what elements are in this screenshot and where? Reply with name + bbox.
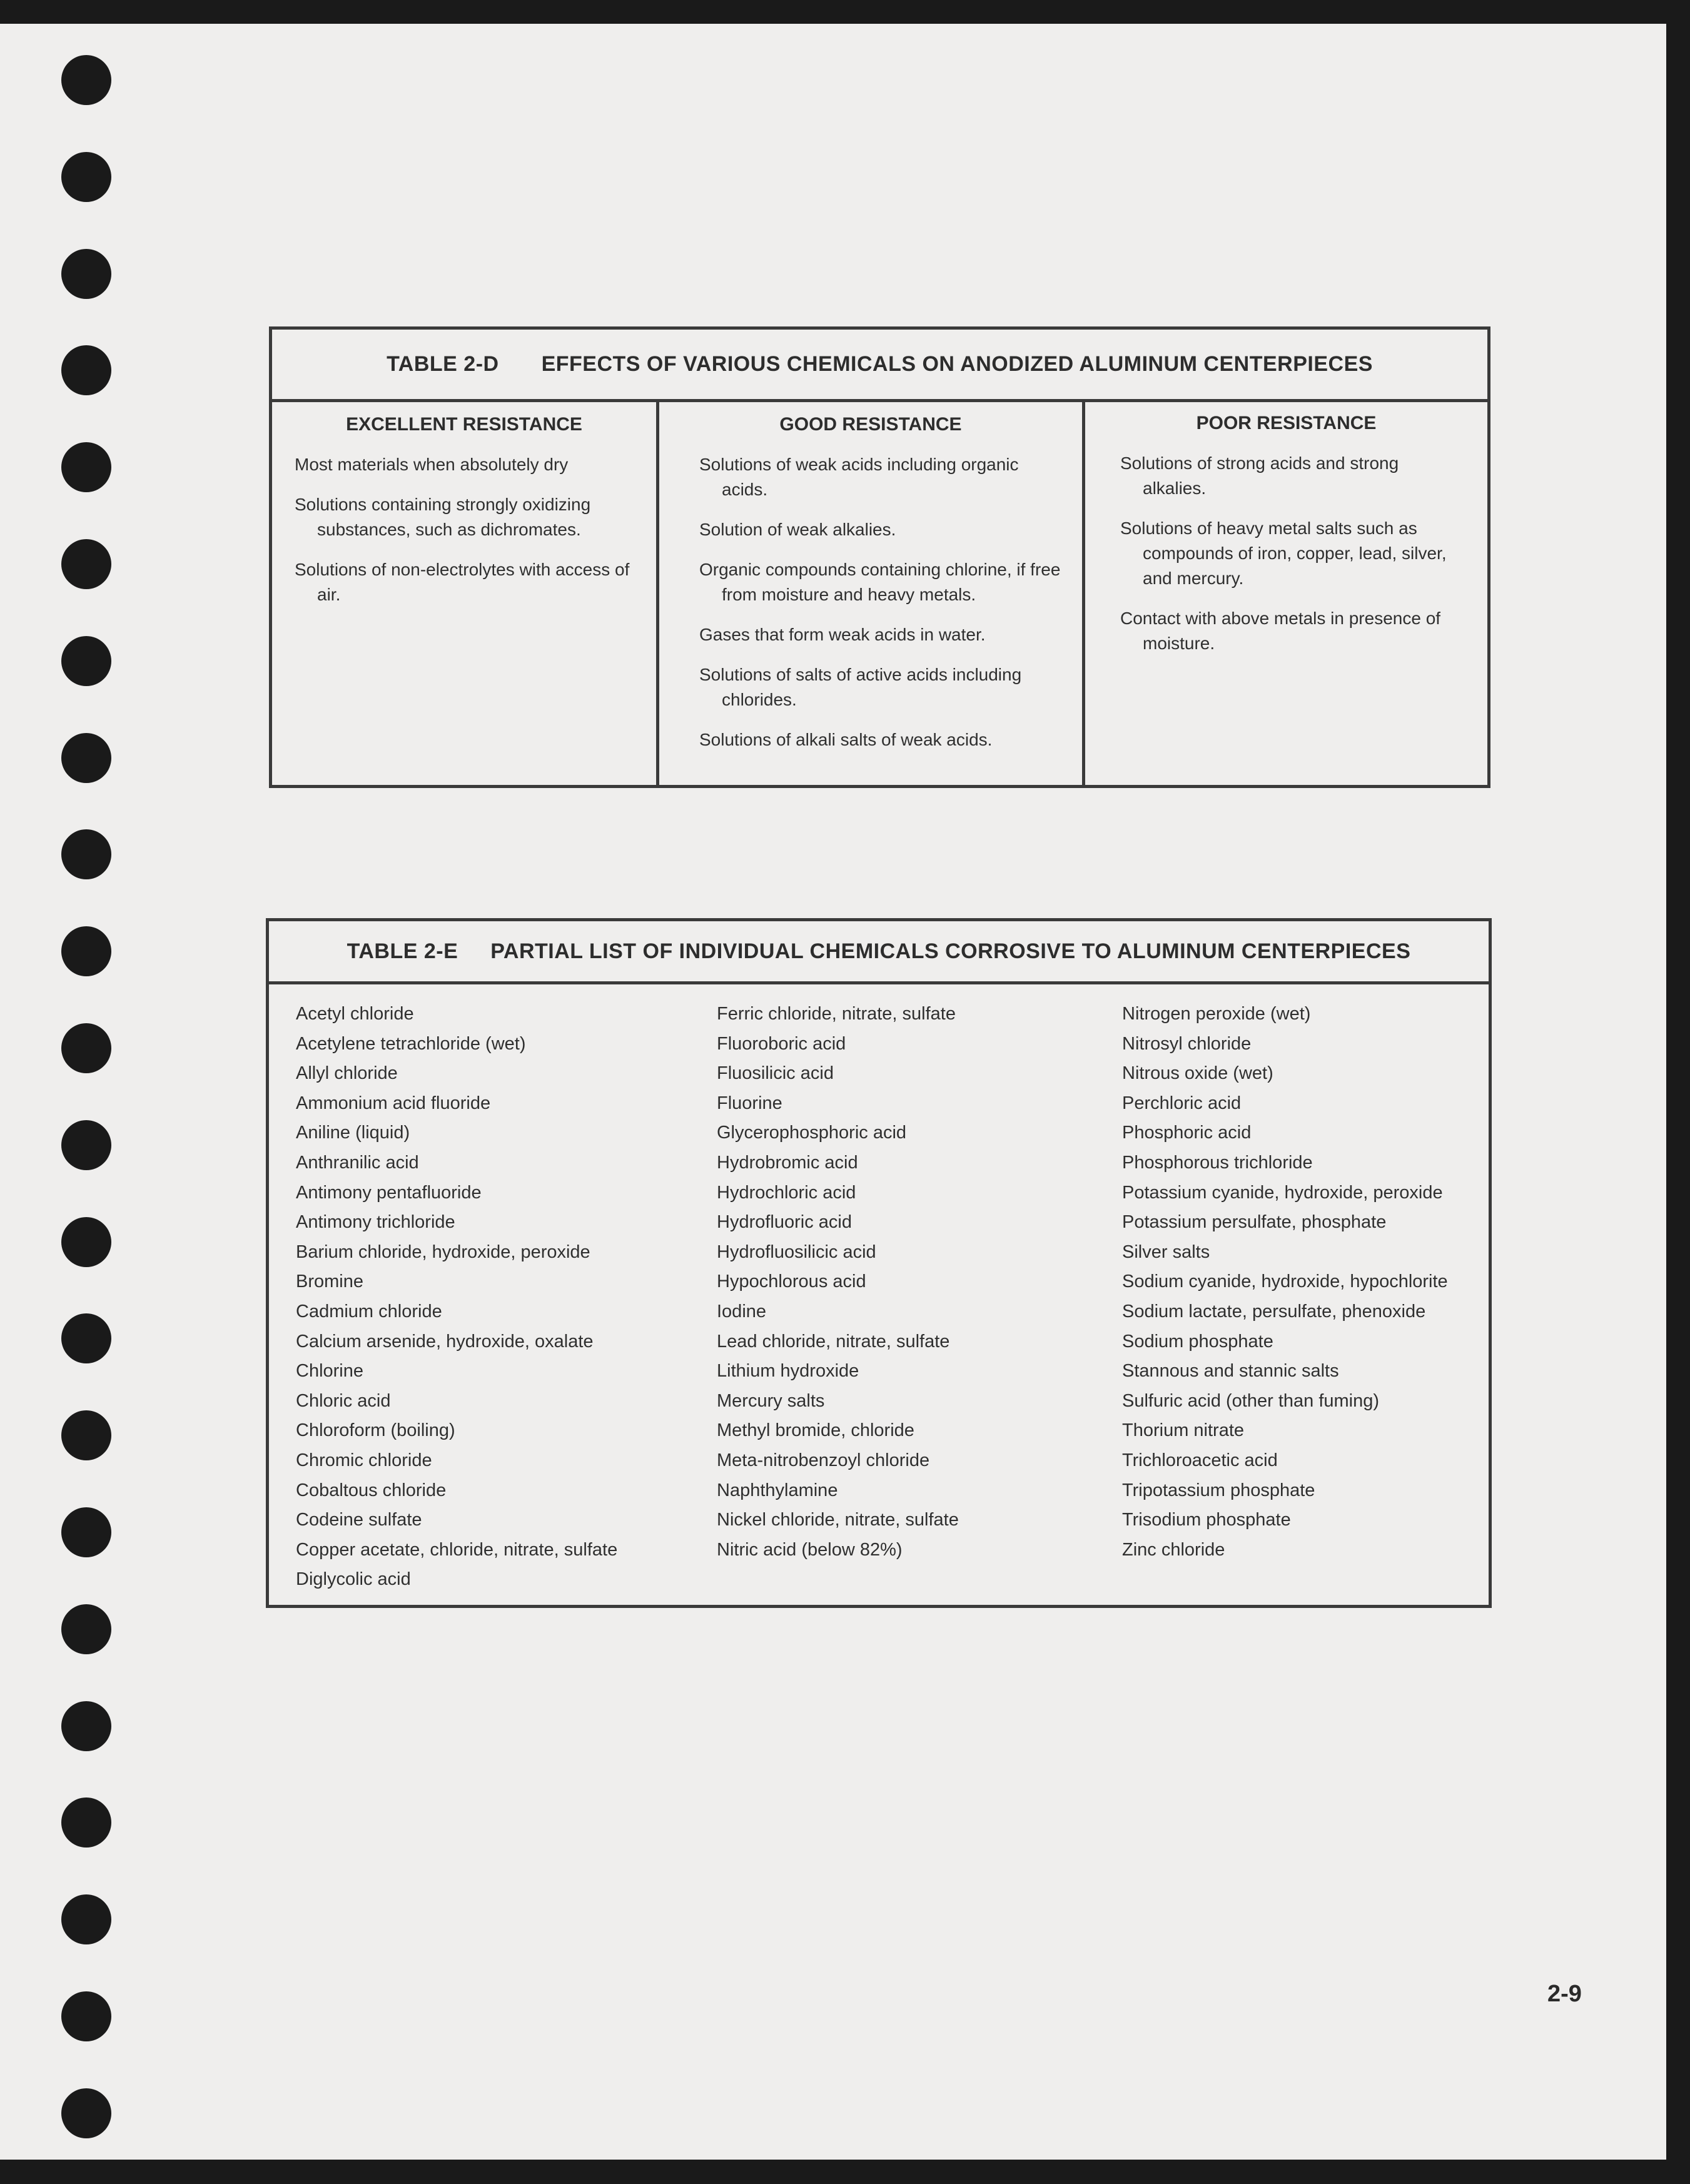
binder-hole	[61, 733, 111, 783]
excellent-entries	[272, 443, 656, 607]
table-2e-body	[269, 999, 1489, 1605]
chemical-item: Chromic chloride	[296, 1450, 432, 1470]
table-2d-title: EFFECTS OF VARIOUS CHEMICALS ON ANODIZED ALUMINUM CENTERPIECES	[541, 352, 1373, 376]
chemical-item: Nitrous oxide (wet)	[1122, 1063, 1273, 1084]
chemical-item: Potassium cyanide, hydroxide, peroxide	[1122, 1182, 1443, 1203]
binder-hole	[61, 152, 111, 202]
binder-hole	[61, 1313, 111, 1363]
chemical-item: Tripotassium phosphate	[1122, 1480, 1315, 1500]
table-2e-col-1	[296, 999, 617, 1595]
chemical-item: Perchloric acid	[1122, 1093, 1242, 1113]
chemical-item: Trichloroacetic acid	[1122, 1450, 1278, 1470]
poor-entries	[1085, 442, 1487, 656]
table-2e-title: PARTIAL LIST OF INDIVIDUAL CHEMICALS CORROSIVE TO ALUMINUM CENTERPIECES	[490, 939, 1411, 963]
chemical-item: Iodine	[717, 1301, 767, 1322]
table-2d-number: TABLE 2-D	[387, 352, 499, 376]
chemical-item: Hydrochloric acid	[717, 1182, 856, 1203]
table-2e	[266, 918, 1492, 1608]
binder-hole	[61, 636, 111, 686]
chemical-item: Antimony pentafluoride	[296, 1182, 482, 1203]
chemical-item: Chloroform (boiling)	[296, 1420, 455, 1441]
table-2d	[269, 326, 1490, 788]
binder-hole	[61, 345, 111, 395]
good-entry: Organic compounds containing chlorine, if free from moisture and heavy metals.	[699, 560, 1061, 604]
good-entry: Solution of weak alkalies.	[699, 520, 896, 539]
binder-hole	[61, 1507, 111, 1557]
poor-entry: Contact with above metals in presence of moisture.	[1120, 609, 1441, 653]
excellent-heading: EXCELLENT RESISTANCE	[346, 414, 582, 435]
chemical-item: Phosphoric acid	[1122, 1123, 1252, 1143]
chemical-item: Glycerophosphoric acid	[717, 1123, 907, 1143]
excellent-entry: Most materials when absolutely dry	[295, 455, 569, 474]
excellent-entry: Solutions containing strongly oxidizing substances, such as dichromates.	[295, 495, 591, 539]
chemical-item: Meta-nitrobenzoyl chloride	[717, 1450, 930, 1470]
chemical-item: Fluorine	[717, 1093, 782, 1113]
table-2d-col-good	[659, 406, 1082, 767]
binder-hole	[61, 1410, 111, 1460]
good-entries	[659, 443, 1082, 752]
chemical-item: Trisodium phosphate	[1122, 1510, 1291, 1530]
binder-hole	[61, 1604, 111, 1654]
chemical-item: Codeine sulfate	[296, 1510, 422, 1530]
chemical-item: Nickel chloride, nitrate, sulfate	[717, 1510, 959, 1530]
chemical-item: Anthranilic acid	[296, 1152, 419, 1173]
chemical-item: Allyl chloride	[296, 1063, 398, 1084]
chemical-item: Nitric acid (below 82%)	[717, 1539, 903, 1560]
chemical-item: Hypochlorous acid	[717, 1271, 866, 1292]
page-number: 2-9	[1547, 1981, 1582, 2007]
binder-hole	[61, 1797, 111, 1848]
chemical-item: Copper acetate, chloride, nitrate, sulfate	[296, 1539, 618, 1560]
chemical-item: Hydrofluoric acid	[717, 1212, 852, 1233]
chemical-item: Calcium arsenide, hydroxide, oxalate	[296, 1331, 594, 1352]
chemical-item: Ammonium acid fluoride	[296, 1093, 491, 1113]
chemical-item: Potassium persulfate, phosphate	[1122, 1212, 1387, 1233]
chemical-item: Ferric chloride, nitrate, sulfate	[717, 1004, 956, 1024]
table-2e-col-2	[717, 999, 959, 1565]
table-2e-header	[269, 921, 1489, 984]
binder-hole	[61, 55, 111, 105]
binder-hole	[61, 2088, 111, 2138]
good-entry: Gases that form weak acids in water.	[699, 625, 986, 644]
good-entry: Solutions of alkali salts of weak acids.	[699, 730, 993, 749]
chemical-item: Bromine	[296, 1271, 363, 1292]
chemical-item: Chloric acid	[296, 1390, 391, 1411]
chemical-item: Acetylene tetrachloride (wet)	[296, 1033, 526, 1054]
chemical-item: Antimony trichloride	[296, 1212, 455, 1233]
chemical-item: Hydrofluosilicic acid	[717, 1241, 876, 1262]
chemical-item: Fluoroboric acid	[717, 1033, 846, 1054]
binder-hole	[61, 539, 111, 589]
binder-hole	[61, 829, 111, 879]
chemical-item: Mercury salts	[717, 1390, 825, 1411]
excellent-entry: Solutions of non-electrolytes with access of air.	[295, 560, 630, 604]
chemical-item: Zinc chloride	[1122, 1539, 1225, 1560]
chemical-item: Nitrogen peroxide (wet)	[1122, 1004, 1311, 1024]
binder-hole	[61, 1120, 111, 1170]
binder-hole	[61, 926, 111, 976]
chemical-item: Sulfuric acid (other than fuming)	[1122, 1390, 1380, 1411]
binder-hole	[61, 1991, 111, 2041]
chemical-item: Nitrosyl chloride	[1122, 1033, 1252, 1054]
chemical-item: Aniline (liquid)	[296, 1123, 410, 1143]
chemical-item: Cadmium chloride	[296, 1301, 442, 1322]
binder-hole	[61, 1217, 111, 1267]
chemical-item: Barium chloride, hydroxide, peroxide	[296, 1241, 590, 1262]
good-heading: GOOD RESISTANCE	[779, 414, 962, 435]
chemical-item: Thorium nitrate	[1122, 1420, 1245, 1441]
chemical-item: Acetyl chloride	[296, 1004, 414, 1024]
chemical-item: Silver salts	[1122, 1241, 1210, 1262]
chemical-item: Methyl bromide, chloride	[717, 1420, 914, 1441]
chemical-item: Lithium hydroxide	[717, 1361, 859, 1382]
chemical-item: Stannous and stannic salts	[1122, 1361, 1339, 1382]
chemical-item: Lead chloride, nitrate, sulfate	[717, 1331, 950, 1352]
chemical-item: Diglycolic acid	[296, 1569, 411, 1590]
chemical-item: Phosphorous trichloride	[1122, 1152, 1313, 1173]
binder-hole	[61, 1894, 111, 1944]
chemical-item: Sodium lactate, persulfate, phenoxide	[1122, 1301, 1426, 1322]
chemical-item: Naphthylamine	[717, 1480, 838, 1500]
binder-hole	[61, 1701, 111, 1751]
table-2d-header	[272, 330, 1487, 402]
table-2e-number: TABLE 2-E	[347, 939, 458, 963]
chemical-item: Sodium cyanide, hydroxide, hypochlorite	[1122, 1271, 1448, 1292]
table-2e-col-3	[1122, 999, 1448, 1565]
poor-entry: Solutions of strong acids and strong alkalies.	[1120, 453, 1399, 498]
chemical-item: Fluosilicic acid	[717, 1063, 834, 1084]
chemical-item: Sodium phosphate	[1122, 1331, 1273, 1352]
binder-hole	[61, 1023, 111, 1073]
poor-heading: POOR RESISTANCE	[1196, 413, 1377, 433]
chemical-item: Cobaltous chloride	[296, 1480, 447, 1500]
chemical-item: Hydrobromic acid	[717, 1152, 858, 1173]
table-2d-col-poor	[1085, 405, 1487, 671]
binder-hole	[61, 442, 111, 492]
chemical-item: Chlorine	[296, 1361, 363, 1382]
good-entry: Solutions of salts of active acids including chlorides.	[699, 665, 1022, 709]
table-2d-col-excellent	[272, 406, 656, 622]
good-entry: Solutions of weak acids including organic acids.	[699, 455, 1019, 499]
poor-entry: Solutions of heavy metal salts such as compounds of iron, copper, lead, silver, and mercury.	[1120, 518, 1447, 588]
binder-hole	[61, 249, 111, 299]
